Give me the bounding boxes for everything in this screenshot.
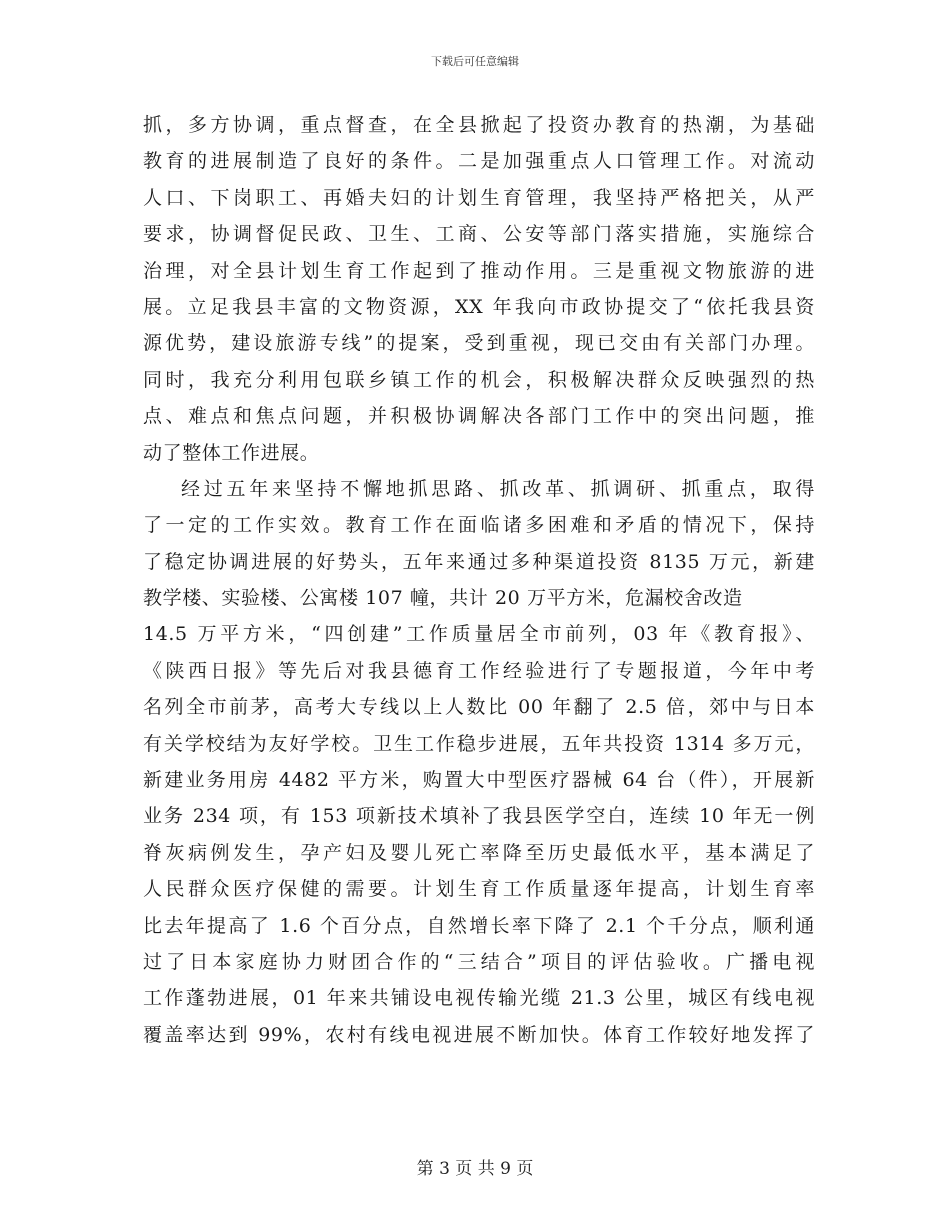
- text-line: 了一定的工作实效。教育工作在面临诸多困难和矛盾的情况下，保持: [143, 514, 815, 537]
- text-line: 同时，我充分利用包联乡镇工作的机会，积极解决群众反映强烈的热: [143, 368, 815, 391]
- text-line-paragraph-end: 动了整体工作进展。: [143, 441, 320, 464]
- text-line: 展。立足我县丰富的文物资源，XX 年我向市政协提交了“依托我县资: [143, 295, 815, 318]
- text-line: 教育的进展制造了良好的条件。二是加强重点人口管理工作。对流动: [143, 150, 815, 173]
- text-line: 治理，对全县计划生育工作起到了推动作用。三是重视文物旅游的进: [143, 259, 815, 282]
- text-line: 脊灰病例发生，孕产妇及婴儿死亡率降至历史最低水平，基本满足了: [143, 841, 815, 864]
- text-line: 业务 234 项，有 153 项新技术填补了我县医学空白，连续 10 年无一例: [143, 805, 815, 828]
- text-line: 《陕西日报》等先后对我县德育工作经验进行了专题报道，今年中考: [143, 659, 815, 682]
- text-line-paragraph-start: 经过五年来坚持不懈地抓思路、抓改革、抓调研、抓重点，取得: [181, 477, 815, 500]
- text-line: 有关学校结为友好学校。卫生工作稳步进展，五年共投资 1314 多万元，: [143, 732, 815, 755]
- text-line: 要求，协调督促民政、卫生、工商、公安等部门落实措施，实施综合: [143, 223, 815, 246]
- text-line: 14.5 万平方米，“四创建”工作质量居全市前列，03 年《教育报》、: [143, 623, 815, 646]
- text-line: 点、难点和焦点问题，并积极协调解决各部门工作中的突出问题，推: [143, 405, 815, 428]
- text-line: 覆盖率达到 99%，农村有线电视进展不断加快。体育工作较好地发挥了: [143, 1023, 815, 1046]
- text-line: 人民群众医疗保健的需要。计划生育工作质量逐年提高，计划生育率: [143, 878, 815, 901]
- text-line: 比去年提高了 1.6 个百分点，自然增长率下降了 2.1 个千分点，顺利通: [143, 914, 815, 937]
- text-line: 人口、下岗职工、再婚夫妇的计划生育管理，我坚持严格把关，从严: [143, 186, 815, 209]
- page-number-footer: 第 3 页 共 9 页: [416, 1159, 534, 1179]
- text-line: 名列全市前茅，高考大专线以上人数比 00 年翻了 2.5 倍，郊中与日本: [143, 696, 815, 719]
- text-line: 了稳定协调进展的好势头，五年来通过多种渠道投资 8135 万元，新建: [143, 550, 815, 573]
- text-line: 新建业务用房 4482 平方米，购置大中型医疗器械 64 台（件），开展新: [143, 769, 815, 792]
- document-body: [143, 107, 815, 1053]
- text-line: 抓，多方协调，重点督查，在全县掀起了投资办教育的热潮，为基础: [143, 114, 815, 136]
- text-line: 工作蓬勃进展，01 年来共铺设电视传输光缆 21.3 公里，城区有线电视: [143, 987, 815, 1010]
- text-line: 过了日本家庭协力财团合作的“三结合”项目的评估验收。广播电视: [143, 950, 815, 973]
- text-line: 教学楼、实验楼、公寓楼 107 幢，共计 20 万平方米，危漏校舍改造: [143, 587, 743, 610]
- text-line: 源优势，建设旅游专线”的提案，受到重视，现已交由有关部门办理。: [143, 332, 815, 355]
- page-header-note: 下载后可任意编辑: [431, 55, 519, 68]
